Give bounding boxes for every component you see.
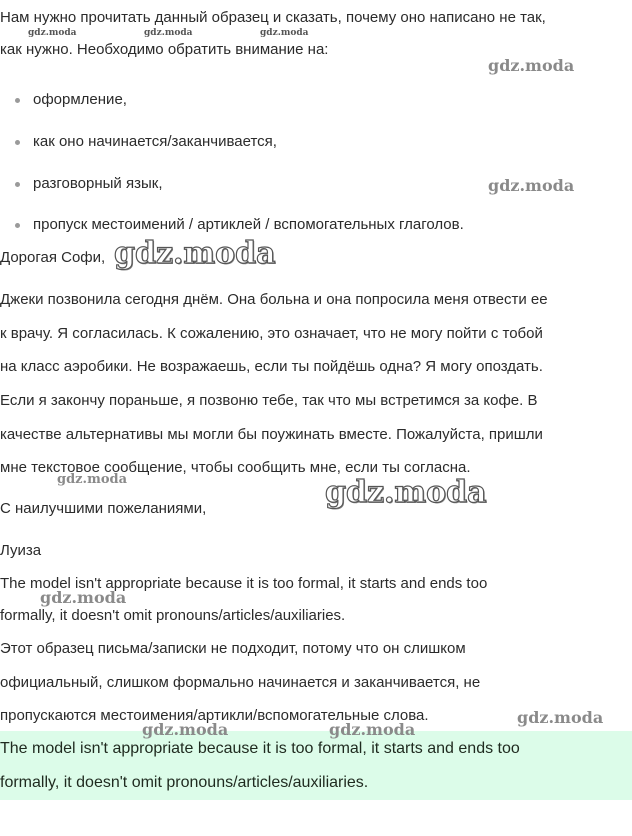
watermark: gdz.moda: [144, 28, 193, 38]
list-item-label: как оно начинается/заканчивается,: [33, 133, 277, 150]
bullet-dot-icon: [15, 182, 20, 187]
watermark: gdz.moda: [142, 720, 229, 739]
bullet-dot-icon: [15, 98, 20, 103]
answer-line-1: The model isn't appropriate because it is too formal, it starts and ends too: [0, 740, 520, 757]
letter-body-line: мне текстовое сообщение, чтобы сообщить мне, если ты согласна.: [0, 459, 471, 476]
intro-line-1: Нам нужно прочитать данный образец и сказать, почему оно написано не так,: [0, 9, 546, 26]
list-item-label: разговорный язык,: [33, 175, 163, 192]
explanation-ru-line-3: пропускаются местоимения/артикли/вспомогательные слова.: [0, 707, 429, 724]
letter-body-line: к врачу. Я согласилась. К сожалению, это означает, что не могу пойти с тобой: [0, 325, 543, 342]
watermark: gdz.moda: [488, 56, 575, 75]
bullet-dot-icon: [15, 140, 20, 145]
watermark: gdz.moda: [260, 28, 309, 38]
letter-body-line: качестве альтернативы мы могли бы поужинать вместе. Пожалуйста, пришли: [0, 426, 543, 443]
explanation-en-line-2: formally, it doesn't omit pronouns/articles/auxiliaries.: [0, 607, 346, 624]
letter-body-line: на класс аэробики. Не возражаешь, если ты пойдёшь одна? Я могу опоздать.: [0, 358, 543, 375]
list-item-label: пропуск местоимений / артиклей / вспомогательных глаголов.: [33, 216, 464, 233]
intro-line-2: как нужно. Необходимо обратить внимание на:: [0, 41, 329, 58]
list-item-label: оформление,: [33, 91, 127, 108]
watermark: gdz.moda: [517, 708, 604, 727]
watermark: gdz.moda: [28, 28, 77, 38]
explanation-ru-line-2: официальный, слишком формально начинается и заканчивается, не: [0, 674, 481, 691]
watermark: gdz.moda: [329, 720, 416, 739]
letter-closing: С наилучшими пожеланиями,: [0, 500, 207, 517]
watermark: gdz.moda: [488, 176, 575, 195]
watermark: gdz.moda: [325, 475, 487, 510]
watermark: gdz.moda: [114, 236, 276, 271]
bullet-dot-icon: [15, 223, 20, 228]
letter-body-line: Джеки позвонила сегодня днём. Она больна и она попросила меня отвести ее: [0, 291, 548, 308]
answer-highlight-box: [0, 731, 632, 800]
explanation-ru-line-1: Этот образец письма/записки не подходит, потому что он слишком: [0, 640, 466, 657]
answer-line-2: formally, it doesn't omit pronouns/articles/auxiliaries.: [0, 774, 369, 791]
letter-greeting: Дорогая Софи,: [0, 249, 106, 266]
letter-body-line: Если я закончу пораньше, я позвоню тебе, так что мы встретимся за кофе. В: [0, 392, 538, 409]
watermark: gdz.moda: [57, 472, 128, 487]
watermark: gdz.moda: [40, 588, 127, 607]
letter-signature: Луиза: [0, 542, 42, 559]
explanation-en-line-1: The model isn't appropriate because it is too formal, it starts and ends too: [0, 575, 488, 592]
